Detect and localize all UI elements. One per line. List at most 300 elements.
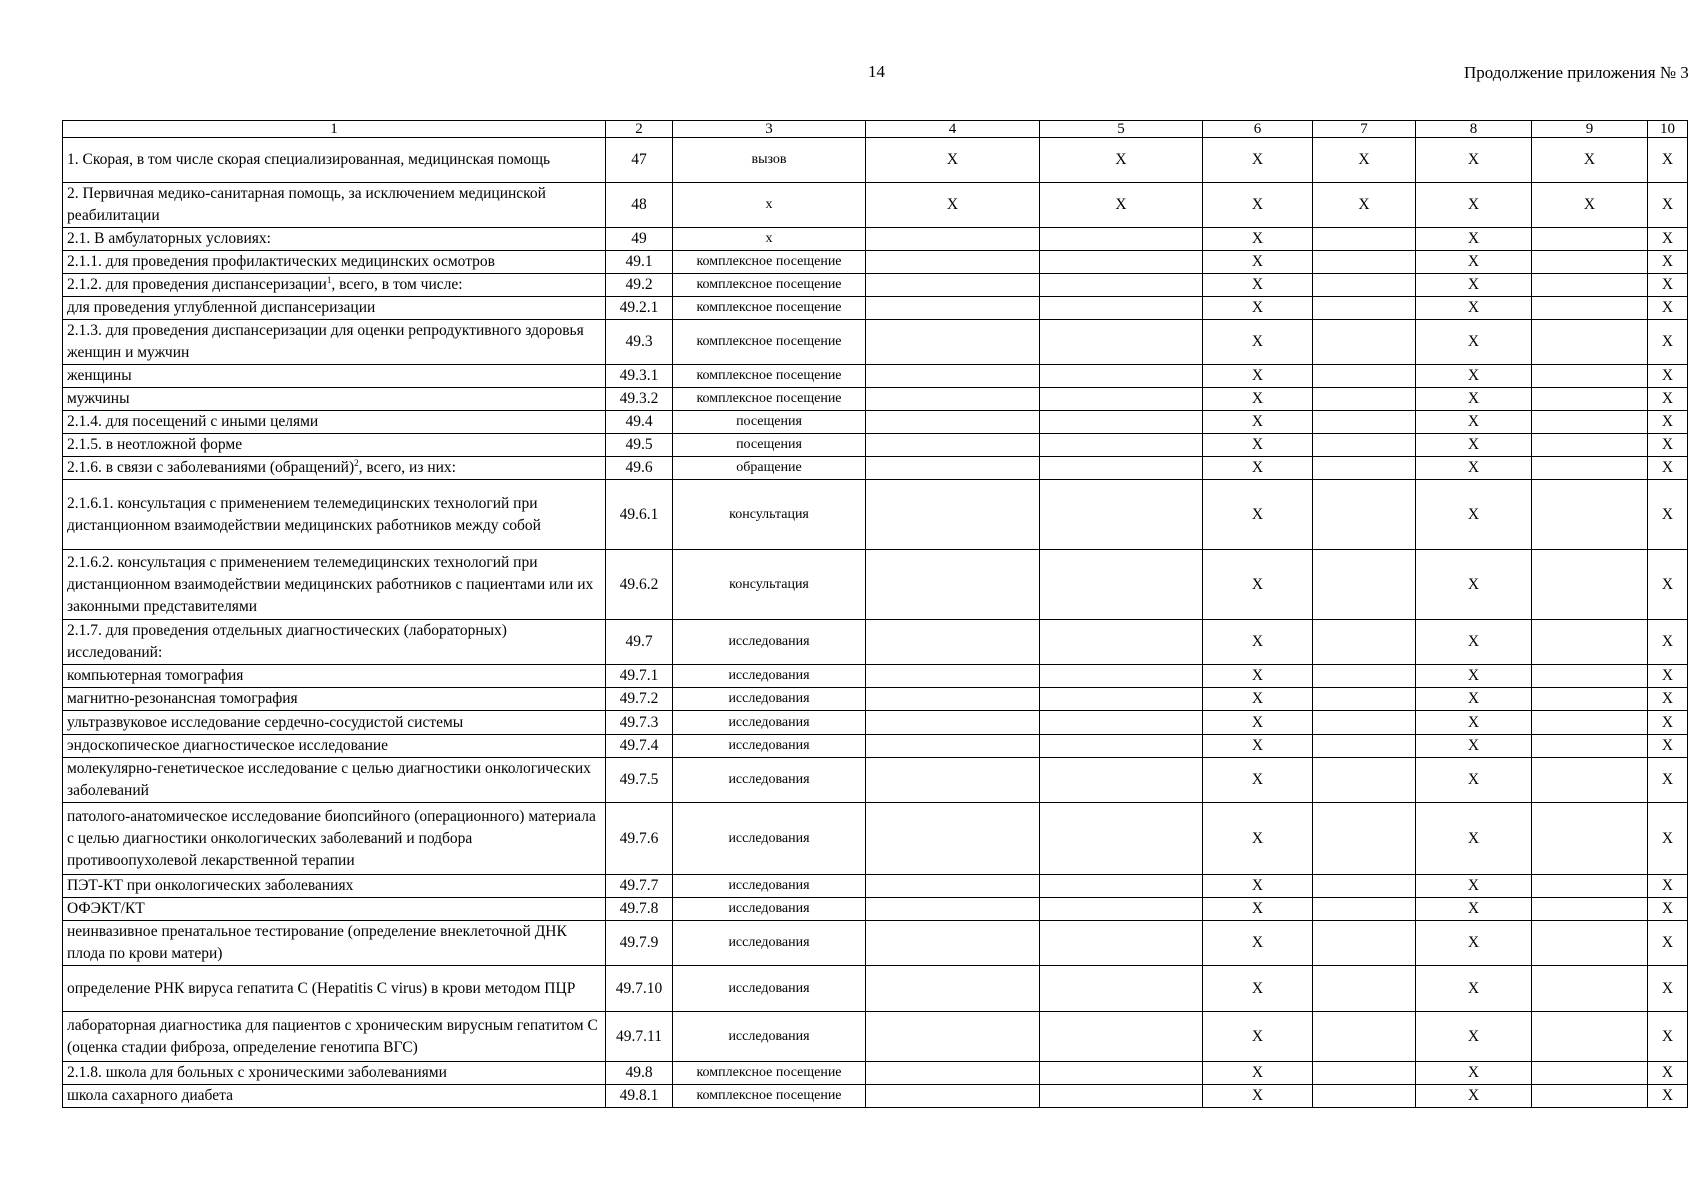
row-name: [63, 138, 606, 183]
cell-col-4: [866, 711, 1040, 735]
cell-col-9: [1532, 251, 1648, 274]
cell-col-7: [1313, 388, 1416, 411]
row-code: 49.7.7: [606, 875, 673, 898]
cell-col-6: X: [1203, 297, 1313, 320]
cell-col-9: [1532, 388, 1648, 411]
cell-col-10: X: [1648, 457, 1688, 480]
cell-col-10: X: [1648, 365, 1688, 388]
cell-col-6: X: [1203, 735, 1313, 758]
row-unit: комплексное посещение: [673, 1062, 866, 1085]
cell-col-4: [866, 758, 1040, 803]
row-code: 49.7.8: [606, 898, 673, 921]
table-row: [63, 480, 1688, 550]
cell-col-7: [1313, 688, 1416, 711]
column-number-8: 8: [1416, 121, 1532, 138]
cell-col-6: X: [1203, 758, 1313, 803]
cell-col-9: [1532, 480, 1648, 550]
cell-col-6: X: [1203, 550, 1313, 620]
cell-col-9: [1532, 665, 1648, 688]
row-name: [63, 297, 606, 320]
cell-col-5: [1040, 388, 1203, 411]
table-row: [63, 711, 1688, 735]
cell-col-4: [866, 620, 1040, 665]
row-unit: исследования: [673, 735, 866, 758]
cell-col-7: X: [1313, 183, 1416, 228]
cell-col-8: X: [1416, 388, 1532, 411]
column-number-7: 7: [1313, 121, 1416, 138]
cell-col-6: X: [1203, 711, 1313, 735]
cell-col-8: X: [1416, 550, 1532, 620]
cell-col-4: X: [866, 138, 1040, 183]
cell-col-4: [866, 921, 1040, 966]
row-name-text: школа сахарного диабета: [67, 1087, 233, 1104]
cell-col-7: [1313, 550, 1416, 620]
table-row: [63, 735, 1688, 758]
row-name-text: патолого-анатомическое исследование биопсийного (операционного) материала с целью диагностики онкологических заболеваний и подбора противоопухолевой лекарственной терапии: [67, 807, 596, 869]
cell-col-9: [1532, 550, 1648, 620]
cell-col-6: X: [1203, 1012, 1313, 1062]
cell-col-7: [1313, 274, 1416, 297]
row-name-text: 2. Первичная медико-санитарная помощь, за исключением медицинской реабилитации: [67, 185, 546, 224]
cell-col-8: X: [1416, 921, 1532, 966]
cell-col-6: X: [1203, 966, 1313, 1012]
cell-col-4: [866, 480, 1040, 550]
cell-col-10: X: [1648, 297, 1688, 320]
row-name: [63, 365, 606, 388]
cell-col-6: X: [1203, 411, 1313, 434]
cell-col-9: [1532, 620, 1648, 665]
table-row: [63, 183, 1688, 228]
cell-col-4: [866, 274, 1040, 297]
table-row: [63, 251, 1688, 274]
row-name: [63, 898, 606, 921]
cell-col-7: X: [1313, 138, 1416, 183]
row-unit: исследования: [673, 620, 866, 665]
cell-col-4: [866, 251, 1040, 274]
cell-col-5: [1040, 228, 1203, 251]
row-name-text: 2.1.5. в неотложной форме: [67, 436, 243, 453]
cell-col-5: [1040, 803, 1203, 875]
row-unit: исследования: [673, 921, 866, 966]
cell-col-6: X: [1203, 457, 1313, 480]
row-unit: консультация: [673, 480, 866, 550]
row-unit: комплексное посещение: [673, 251, 866, 274]
row-code: 49.3: [606, 320, 673, 365]
cell-col-10: X: [1648, 1012, 1688, 1062]
cell-col-10: X: [1648, 388, 1688, 411]
row-name: [63, 251, 606, 274]
row-name: [63, 320, 606, 365]
cell-col-4: [866, 411, 1040, 434]
row-unit: посещения: [673, 411, 866, 434]
cell-col-8: X: [1416, 875, 1532, 898]
cell-col-10: X: [1648, 251, 1688, 274]
cell-col-7: [1313, 297, 1416, 320]
cell-col-5: [1040, 758, 1203, 803]
row-name-text: 2.1.6.2. консультация с применением телемедицинских технологий при дистанционном взаимодействии медицинских работников с пациентами или их законными представителями: [67, 553, 594, 615]
cell-col-8: X: [1416, 228, 1532, 251]
cell-col-9: X: [1532, 138, 1648, 183]
footnote-mark: 1: [326, 274, 332, 285]
cell-col-9: [1532, 1062, 1648, 1085]
cell-col-9: [1532, 921, 1648, 966]
table-row: [63, 388, 1688, 411]
cell-col-8: X: [1416, 803, 1532, 875]
row-unit: комплексное посещение: [673, 274, 866, 297]
cell-col-8: X: [1416, 735, 1532, 758]
cell-col-8: X: [1416, 480, 1532, 550]
cell-col-5: X: [1040, 138, 1203, 183]
cell-col-6: X: [1203, 388, 1313, 411]
column-number-5: 5: [1040, 121, 1203, 138]
cell-col-8: X: [1416, 297, 1532, 320]
cell-col-7: [1313, 411, 1416, 434]
cell-col-9: [1532, 735, 1648, 758]
row-code: 49.6: [606, 457, 673, 480]
cell-col-6: X: [1203, 688, 1313, 711]
cell-col-8: X: [1416, 251, 1532, 274]
cell-col-9: [1532, 320, 1648, 365]
cell-col-5: [1040, 457, 1203, 480]
row-name-text: лабораторная диагностика для пациентов с хроническим вирусным гепатитом С (оценка стадии фиброза, определение генотипа ВГС): [67, 1016, 598, 1056]
cell-col-5: [1040, 365, 1203, 388]
row-name-text: мужчины: [67, 390, 130, 407]
table-row: [63, 1085, 1688, 1108]
cell-col-7: [1313, 1085, 1416, 1108]
row-name-text: 2.1.4. для посещений с иными целями: [67, 413, 319, 430]
cell-col-10: X: [1648, 228, 1688, 251]
cell-col-10: X: [1648, 711, 1688, 735]
row-name: [63, 388, 606, 411]
cell-col-8: X: [1416, 274, 1532, 297]
cell-col-5: [1040, 665, 1203, 688]
cell-col-10: X: [1648, 898, 1688, 921]
row-code: 47: [606, 138, 673, 183]
cell-col-9: [1532, 898, 1648, 921]
table-header-row: [63, 121, 1688, 138]
row-code: 49.6.1: [606, 480, 673, 550]
cell-col-7: [1313, 758, 1416, 803]
cell-col-8: X: [1416, 1062, 1532, 1085]
row-code: 49.3.2: [606, 388, 673, 411]
cell-col-6: X: [1203, 251, 1313, 274]
cell-col-10: X: [1648, 183, 1688, 228]
row-unit: обращение: [673, 457, 866, 480]
row-code: 49.3.1: [606, 365, 673, 388]
cell-col-10: X: [1648, 434, 1688, 457]
column-number-10: 10: [1648, 121, 1688, 138]
column-number-3: 3: [673, 121, 866, 138]
row-unit: консультация: [673, 550, 866, 620]
row-name: [63, 735, 606, 758]
row-name-text: 2.1.3. для проведения диспансеризации для оценки репродуктивного здоровья женщин и мужчин: [67, 322, 584, 361]
row-name-text: для проведения углубленной диспансеризации: [67, 299, 376, 316]
cell-col-8: X: [1416, 320, 1532, 365]
row-unit: посещения: [673, 434, 866, 457]
cell-col-5: [1040, 688, 1203, 711]
row-unit: комплексное посещение: [673, 297, 866, 320]
cell-col-6: X: [1203, 183, 1313, 228]
cell-col-7: [1313, 620, 1416, 665]
row-unit: исследования: [673, 1012, 866, 1062]
row-name-text: 1. Скорая, в том числе скорая специализированная, медицинская помощь: [67, 151, 551, 168]
cell-col-6: X: [1203, 875, 1313, 898]
table-row: [63, 434, 1688, 457]
table-row: [63, 665, 1688, 688]
row-code: 49.7.1: [606, 665, 673, 688]
cell-col-6: X: [1203, 320, 1313, 365]
appendix-label: Продолжение приложения № 3: [1464, 63, 1689, 82]
row-code: 49.2.1: [606, 297, 673, 320]
cell-col-5: [1040, 735, 1203, 758]
cell-col-9: [1532, 1085, 1648, 1108]
row-unit: x: [673, 228, 866, 251]
table-row: [63, 457, 1688, 480]
row-unit: исследования: [673, 898, 866, 921]
row-name-continuation: , всего, из них:: [358, 459, 456, 476]
row-name: [63, 620, 606, 665]
row-name: [63, 434, 606, 457]
cell-col-6: X: [1203, 898, 1313, 921]
row-unit: x: [673, 183, 866, 228]
cell-col-9: [1532, 758, 1648, 803]
row-unit: исследования: [673, 803, 866, 875]
row-code: 49.8.1: [606, 1085, 673, 1108]
cell-col-8: X: [1416, 365, 1532, 388]
row-name-text: ОФЭКТ/КТ: [67, 900, 145, 917]
cell-col-4: [866, 875, 1040, 898]
row-name-text: 2.1.1. для проведения профилактических медицинских осмотров: [67, 253, 495, 270]
row-unit: вызов: [673, 138, 866, 183]
row-code: 49: [606, 228, 673, 251]
row-name: [63, 758, 606, 803]
cell-col-8: X: [1416, 898, 1532, 921]
cell-col-10: X: [1648, 550, 1688, 620]
cell-col-6: X: [1203, 620, 1313, 665]
footnote-mark: 2: [354, 457, 359, 468]
cell-col-8: X: [1416, 411, 1532, 434]
cell-col-5: [1040, 1085, 1203, 1108]
cell-col-8: X: [1416, 183, 1532, 228]
cell-col-4: [866, 688, 1040, 711]
row-unit: исследования: [673, 875, 866, 898]
table-row: [63, 297, 1688, 320]
row-name-text: ПЭТ-КТ при онкологических заболеваниях: [67, 877, 354, 894]
table-row: [63, 365, 1688, 388]
cell-col-10: X: [1648, 735, 1688, 758]
row-name: [63, 1012, 606, 1062]
row-code: 49.6.2: [606, 550, 673, 620]
row-code: 49.2: [606, 274, 673, 297]
cell-col-5: X: [1040, 183, 1203, 228]
cell-col-9: [1532, 457, 1648, 480]
cell-col-7: [1313, 921, 1416, 966]
row-name-text: 2.1.8. школа для больных с хроническими заболеваниями: [67, 1064, 447, 1081]
cell-col-5: [1040, 875, 1203, 898]
row-name: [63, 411, 606, 434]
cell-col-7: [1313, 251, 1416, 274]
row-code: 49.4: [606, 411, 673, 434]
cell-col-5: [1040, 297, 1203, 320]
cell-col-6: X: [1203, 274, 1313, 297]
cell-col-9: [1532, 434, 1648, 457]
row-name: [63, 921, 606, 966]
cell-col-10: X: [1648, 688, 1688, 711]
cell-col-10: X: [1648, 1062, 1688, 1085]
row-name-text: 2.1.6.1. консультация с применением телемедицинских технологий при дистанционном взаимодействии медицинских работников между собой: [67, 494, 541, 534]
table-row: [63, 758, 1688, 803]
cell-col-9: [1532, 688, 1648, 711]
cell-col-7: [1313, 365, 1416, 388]
row-name: [63, 665, 606, 688]
row-code: 48: [606, 183, 673, 228]
cell-col-4: [866, 803, 1040, 875]
cell-col-8: X: [1416, 665, 1532, 688]
cell-col-7: [1313, 875, 1416, 898]
cell-col-4: [866, 297, 1040, 320]
row-name-text: эндоскопическое диагностическое исследование: [67, 737, 389, 754]
row-code: 49.7.10: [606, 966, 673, 1012]
cell-col-7: [1313, 898, 1416, 921]
row-name: [63, 274, 606, 297]
cell-col-7: [1313, 966, 1416, 1012]
row-name: [63, 1062, 606, 1085]
cell-col-4: [866, 457, 1040, 480]
table-row: [63, 1012, 1688, 1062]
cell-col-8: X: [1416, 457, 1532, 480]
cell-col-7: [1313, 711, 1416, 735]
cell-col-4: [866, 1085, 1040, 1108]
cell-col-5: [1040, 550, 1203, 620]
cell-col-5: [1040, 711, 1203, 735]
cell-col-7: [1313, 228, 1416, 251]
row-code: 49.7.6: [606, 803, 673, 875]
row-name: [63, 480, 606, 550]
cell-col-9: X: [1532, 183, 1648, 228]
cell-col-5: [1040, 620, 1203, 665]
cell-col-4: [866, 1062, 1040, 1085]
cell-col-4: [866, 434, 1040, 457]
cell-col-4: [866, 966, 1040, 1012]
cell-col-4: [866, 898, 1040, 921]
table-row: [63, 620, 1688, 665]
cell-col-6: X: [1203, 480, 1313, 550]
row-unit: исследования: [673, 758, 866, 803]
cell-col-5: [1040, 411, 1203, 434]
cell-col-6: X: [1203, 138, 1313, 183]
row-name: [63, 875, 606, 898]
column-number-9: 9: [1532, 121, 1648, 138]
cell-col-8: X: [1416, 1085, 1532, 1108]
cell-col-4: [866, 228, 1040, 251]
table-row: [63, 966, 1688, 1012]
row-name: [63, 966, 606, 1012]
cell-col-9: [1532, 1012, 1648, 1062]
cell-col-10: X: [1648, 966, 1688, 1012]
cell-col-7: [1313, 434, 1416, 457]
column-number-6: 6: [1203, 121, 1313, 138]
row-unit: комплексное посещение: [673, 365, 866, 388]
cell-col-6: X: [1203, 1062, 1313, 1085]
table-row: [63, 1062, 1688, 1085]
cell-col-7: [1313, 1062, 1416, 1085]
row-code: 49.7.11: [606, 1012, 673, 1062]
cell-col-10: X: [1648, 758, 1688, 803]
column-number-2: 2: [606, 121, 673, 138]
cell-col-9: [1532, 297, 1648, 320]
cell-col-7: [1313, 320, 1416, 365]
row-name-text: 2.1. В амбулаторных условиях:: [67, 230, 271, 247]
row-name-text: неинвазивное пренатальное тестирование (определение внеклеточной ДНК плода по крови матери): [67, 923, 567, 962]
column-number-4: 4: [866, 121, 1040, 138]
table-row: [63, 898, 1688, 921]
cell-col-10: X: [1648, 1085, 1688, 1108]
cell-col-10: X: [1648, 274, 1688, 297]
cell-col-5: [1040, 320, 1203, 365]
cell-col-8: X: [1416, 138, 1532, 183]
row-name-text: ультразвуковое исследование сердечно-сосудистой системы: [67, 713, 464, 731]
page-number: 14: [868, 62, 885, 81]
cell-col-10: X: [1648, 320, 1688, 365]
cell-col-9: [1532, 228, 1648, 251]
table-row: [63, 875, 1688, 898]
row-code: 49.1: [606, 251, 673, 274]
row-name: [63, 183, 606, 228]
cell-col-4: [866, 665, 1040, 688]
table-row: [63, 320, 1688, 365]
row-code: 49.7.5: [606, 758, 673, 803]
cell-col-8: X: [1416, 758, 1532, 803]
cell-col-7: [1313, 803, 1416, 875]
cell-col-5: [1040, 1062, 1203, 1085]
table-row: [63, 688, 1688, 711]
row-code: 49.7.2: [606, 688, 673, 711]
cell-col-4: X: [866, 183, 1040, 228]
cell-col-9: [1532, 966, 1648, 1012]
row-name-continuation: , всего, в том числе:: [331, 276, 463, 293]
cell-col-4: [866, 735, 1040, 758]
cell-col-7: [1313, 457, 1416, 480]
cell-col-6: X: [1203, 228, 1313, 251]
cell-col-5: [1040, 898, 1203, 921]
row-code: 49.8: [606, 1062, 673, 1085]
row-name: [63, 550, 606, 620]
cell-col-4: [866, 388, 1040, 411]
cell-col-6: X: [1203, 921, 1313, 966]
cell-col-8: X: [1416, 711, 1532, 735]
cell-col-5: [1040, 966, 1203, 1012]
table-row: [63, 411, 1688, 434]
cell-col-10: X: [1648, 665, 1688, 688]
cell-col-7: [1313, 665, 1416, 688]
row-name: [63, 228, 606, 251]
cell-col-8: X: [1416, 688, 1532, 711]
cell-col-7: [1313, 1012, 1416, 1062]
cell-col-9: [1532, 711, 1648, 735]
cell-col-6: X: [1203, 1085, 1313, 1108]
row-unit: комплексное посещение: [673, 1085, 866, 1108]
cell-col-7: [1313, 735, 1416, 758]
cell-col-4: [866, 1012, 1040, 1062]
cell-col-9: [1532, 875, 1648, 898]
table-row: [63, 803, 1688, 875]
row-unit: комплексное посещение: [673, 388, 866, 411]
cell-col-10: X: [1648, 480, 1688, 550]
row-name-text: 2.1.2. для проведения диспансеризации: [67, 276, 327, 293]
row-unit: исследования: [673, 966, 866, 1012]
cell-col-4: [866, 365, 1040, 388]
cell-col-10: X: [1648, 921, 1688, 966]
